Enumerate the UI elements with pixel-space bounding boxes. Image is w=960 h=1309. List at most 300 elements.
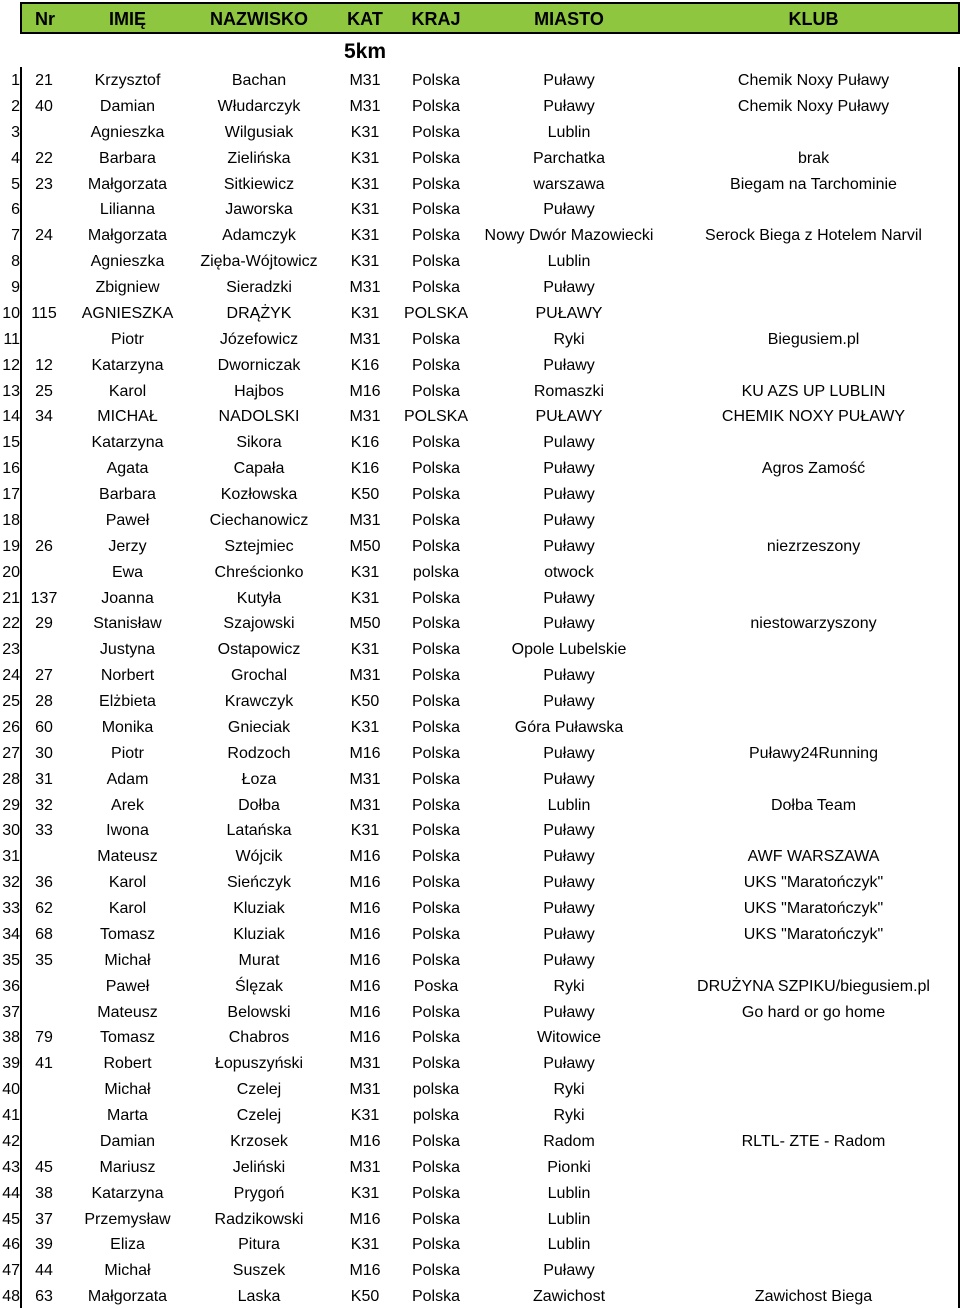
cell-nazwisko: Gnieciak (227, 718, 291, 736)
cell-nazwisko: Józefowicz (219, 330, 299, 348)
cell-nr: 37 (35, 1210, 53, 1228)
table-row (0, 1076, 960, 1102)
cell-klub (667, 559, 960, 585)
cell-kat: K31 (350, 123, 380, 141)
table-row (0, 921, 960, 947)
cell-klub: DRUŻYNA SZPIKU/biegusiem.pl (697, 977, 930, 995)
cell-nr (22, 1128, 66, 1154)
cell-kraj: Polska (411, 511, 461, 529)
cell-imie: Damian (99, 97, 156, 115)
cell-nr: 137 (30, 589, 58, 607)
cell-nazwisko: Sitkiewicz (223, 175, 295, 193)
cell-lp: 28 (2, 770, 20, 788)
cell-imie: Paweł (105, 977, 150, 995)
table-row (0, 1154, 960, 1180)
cell-kat: K16 (350, 356, 380, 374)
cell-klub (667, 274, 960, 300)
cell-imie: Krzysztof (94, 72, 161, 89)
cell-nazwisko: Laska (237, 1288, 281, 1306)
cell-kraj: Polska (411, 253, 461, 271)
cell-imie: Przemysław (84, 1210, 171, 1228)
cell-klub: AWF WARSZAWA (747, 848, 880, 866)
cell-kat: K31 (350, 718, 380, 736)
cell-nr (22, 843, 66, 869)
cell-kat: K31 (350, 227, 380, 245)
table-row (0, 714, 960, 740)
cell-lp: 29 (2, 796, 20, 814)
cell-imie: Katarzyna (91, 1184, 164, 1202)
table-header (20, 2, 960, 34)
cell-nazwisko: Sieradzki (226, 279, 292, 296)
cell-imie: Ewa (111, 563, 144, 581)
cell-nazwisko: Ostapowicz (217, 641, 301, 659)
cell-miasto: Lublin (547, 253, 591, 271)
cell-klub (667, 947, 960, 973)
cell-nr: 41 (35, 1055, 53, 1073)
cell-kraj: Polska (411, 382, 461, 400)
cell-kat: M16 (349, 1262, 381, 1280)
cell-nazwisko: Bachan (231, 72, 287, 89)
cell-nazwisko: Ciechanowicz (209, 511, 309, 529)
cell-imie: AGNIESZKA (81, 304, 174, 322)
cell-miasto: Puławy (543, 667, 595, 685)
cell-kat: M31 (349, 408, 381, 426)
cell-miasto: Puławy (543, 201, 595, 219)
cell-lp: 43 (2, 1158, 20, 1176)
cell-kraj: POLSKA (403, 408, 469, 426)
cell-kraj: Polska (411, 1262, 461, 1280)
cell-nazwisko: Grochal (230, 667, 288, 685)
cell-imie: Zbigniew (95, 279, 160, 296)
table-row (0, 274, 960, 300)
cell-lp: 45 (2, 1210, 20, 1228)
cell-klub: Agros Zamość (761, 460, 866, 478)
cell-imie: Paweł (105, 511, 150, 529)
cell-kraj: Poska (413, 977, 459, 995)
cell-nazwisko: Suszek (232, 1262, 286, 1280)
cell-nr: 35 (35, 951, 53, 969)
cell-imie: Katarzyna (91, 434, 164, 452)
cell-kat: M31 (349, 72, 381, 89)
cell-nr: 63 (35, 1288, 53, 1306)
cell-lp: 5 (11, 175, 20, 193)
cell-klub (667, 585, 960, 611)
table-row (0, 1231, 960, 1257)
cell-lp: 18 (2, 511, 20, 529)
table-row (0, 507, 960, 533)
cell-kat: M31 (349, 279, 381, 296)
cell-klub (667, 766, 960, 792)
cell-klub: Zawichost Biega (754, 1288, 873, 1306)
cell-nazwisko: Rodzoch (227, 744, 291, 762)
cell-miasto: Puławy (543, 1003, 595, 1021)
cell-miasto: Puławy (543, 925, 595, 943)
cell-miasto: Puławy (543, 1055, 595, 1073)
table-row (0, 973, 960, 999)
table-row (0, 222, 960, 248)
header-kraj: KRAJ (411, 9, 461, 29)
cell-miasto: warszawa (533, 175, 605, 193)
cell-miasto: Puławy (543, 615, 595, 633)
cell-nazwisko: Dworniczak (217, 356, 301, 374)
cell-nr: 12 (35, 356, 53, 374)
cell-imie: Arek (111, 796, 144, 814)
cell-imie: Lilianna (99, 201, 156, 219)
cell-nr: 45 (35, 1158, 53, 1176)
cell-kraj: Polska (411, 822, 461, 840)
cell-kat: K31 (350, 304, 380, 322)
cell-miasto: Puławy (543, 693, 595, 710)
cell-nazwisko: Wilgusiak (224, 123, 294, 141)
cell-lp: 13 (2, 382, 20, 400)
cell-kraj: Polska (411, 227, 461, 245)
cell-kraj: Polska (411, 1210, 461, 1228)
cell-nazwisko: Sztejmiec (224, 537, 294, 555)
cell-miasto: Puławy (543, 770, 595, 788)
cell-kat: M16 (349, 744, 381, 762)
cell-klub: Chemik Noxy Puławy (737, 72, 890, 89)
cell-imie: Tomasz (99, 1029, 156, 1047)
cell-kraj: POLSKA (403, 304, 469, 322)
cell-klub (667, 1180, 960, 1206)
table-row (0, 378, 960, 404)
cell-klub (667, 429, 960, 455)
table-row (0, 895, 960, 921)
cell-nr (22, 429, 66, 455)
cell-nr: 32 (35, 796, 53, 814)
cell-nazwisko: Chabros (228, 1029, 290, 1047)
cell-kat: K31 (350, 1184, 380, 1202)
table-row (0, 610, 960, 636)
cell-lp: 26 (2, 718, 20, 736)
cell-imie: Norbert (100, 667, 155, 685)
cell-miasto: Puławy (543, 1262, 595, 1280)
cell-nr: 25 (35, 382, 53, 400)
header-imie: IMIĘ (108, 9, 146, 29)
distance-title: 5km (343, 40, 387, 63)
cell-nazwisko: Jeliński (232, 1158, 286, 1176)
cell-klub (667, 1076, 960, 1102)
table-row (0, 999, 960, 1025)
cell-miasto: Ryki (553, 977, 585, 995)
cell-klub: Go hard or go home (741, 1003, 886, 1021)
cell-kat: K31 (350, 253, 380, 271)
cell-kraj: Polska (411, 848, 461, 866)
cell-klub (667, 196, 960, 222)
cell-nazwisko: Ślęzak (234, 977, 284, 995)
table-row (0, 171, 960, 197)
cell-lp: 35 (2, 951, 20, 969)
cell-miasto: Puławy (543, 97, 595, 115)
cell-nazwisko: Zięba-Wójtowicz (200, 253, 318, 271)
cell-lp: 48 (2, 1288, 20, 1306)
cell-kraj: polska (412, 1107, 460, 1124)
cell-nr (22, 507, 66, 533)
cell-lp: 41 (2, 1107, 20, 1124)
cell-lp: 4 (11, 149, 20, 167)
cell-miasto: Puławy (543, 951, 595, 969)
cell-klub: Serock Biega z Hotelem Narvil (705, 227, 922, 245)
cell-lp: 11 (3, 330, 20, 348)
cell-kraj: polska (412, 1081, 460, 1099)
table-row (0, 1128, 960, 1154)
cell-lp: 23 (2, 641, 20, 659)
cell-nazwisko: Capała (233, 460, 285, 478)
cell-kat: M31 (349, 330, 381, 348)
cell-nazwisko: Czelej (236, 1107, 282, 1124)
cell-klub (667, 248, 960, 274)
cell-kat: K31 (350, 175, 380, 193)
cell-lp: 44 (2, 1184, 20, 1202)
cell-lp: 36 (2, 977, 20, 995)
cell-kraj: Polska (411, 123, 461, 141)
cell-kat: M16 (349, 1132, 381, 1150)
table-row (0, 533, 960, 559)
cell-miasto: Witowice (536, 1029, 601, 1047)
cell-nazwisko: Kozłowska (220, 486, 298, 503)
cell-imie: Justyna (99, 641, 156, 659)
table-row (0, 662, 960, 688)
cell-kraj: Polska (411, 486, 461, 503)
cell-nazwisko: Włudarczyk (217, 97, 301, 115)
results-table (0, 67, 960, 1309)
cell-nazwisko: Kutyła (236, 589, 282, 607)
header-kat: KAT (347, 9, 383, 29)
header-nr: Nr (34, 9, 55, 29)
cell-klub: CHEMIK NOXY PUŁAWY (721, 408, 906, 426)
cell-lp: 15 (2, 434, 20, 452)
cell-nr: 21 (35, 72, 53, 89)
cell-imie: Piotr (111, 330, 144, 348)
cell-imie: Mateusz (97, 1003, 158, 1021)
table-row (0, 455, 960, 481)
table-row (0, 1024, 960, 1050)
cell-klub (667, 1024, 960, 1050)
cell-nr: 68 (35, 925, 53, 943)
cell-imie: Karol (108, 874, 147, 892)
cell-nr (22, 559, 66, 585)
cell-imie: Iwona (106, 822, 149, 840)
table-row (0, 119, 960, 145)
cell-kraj: Polska (411, 537, 461, 555)
cell-miasto: Puławy (543, 589, 595, 607)
cell-nr (22, 119, 66, 145)
cell-lp: 20 (2, 563, 20, 581)
cell-nr: 36 (35, 874, 53, 892)
cell-kraj: Polska (411, 796, 461, 814)
cell-miasto: Puławy (543, 486, 595, 503)
cell-kat: M16 (349, 951, 381, 969)
cell-lp: 39 (2, 1055, 20, 1073)
cell-kraj: Polska (411, 693, 461, 710)
table-row (0, 1257, 960, 1283)
cell-kraj: Polska (411, 1236, 461, 1254)
cell-nazwisko: Murat (238, 951, 280, 969)
cell-kat: M50 (349, 615, 381, 633)
cell-kraj: Polska (411, 1029, 461, 1047)
table-row (0, 947, 960, 973)
cell-kat: M16 (349, 382, 381, 400)
cell-klub: brak (797, 149, 830, 167)
cell-imie: Damian (99, 1132, 156, 1150)
cell-miasto: Góra Puławska (514, 718, 624, 736)
cell-nr (22, 481, 66, 507)
cell-nazwisko: Zielińska (227, 149, 291, 167)
cell-nr: 28 (35, 693, 53, 710)
cell-klub: niestowarzyszony (750, 615, 877, 633)
table-row (0, 1050, 960, 1076)
cell-kat: M16 (349, 848, 381, 866)
cell-lp: 10 (2, 304, 20, 322)
cell-kat: K31 (350, 1236, 380, 1254)
cell-nr (22, 999, 66, 1025)
cell-imie: Agnieszka (90, 253, 165, 271)
cell-klub: niezrzeszony (766, 537, 861, 555)
cell-nr: 39 (35, 1236, 53, 1254)
cell-miasto: otwock (544, 563, 594, 581)
cell-miasto: Lublin (547, 1210, 591, 1228)
cell-kraj: Polska (411, 770, 461, 788)
cell-nazwisko: Kluziak (233, 900, 285, 917)
table-row (0, 429, 960, 455)
cell-kraj: Polska (411, 356, 461, 374)
cell-kat: M31 (349, 1158, 381, 1176)
cell-nr (22, 1102, 66, 1128)
header-nazwisko: NAZWISKO (210, 9, 308, 29)
cell-lp: 12 (2, 356, 20, 374)
cell-nr: 38 (35, 1184, 53, 1202)
cell-nr: 27 (35, 667, 53, 685)
cell-kraj: Polska (411, 874, 461, 892)
cell-miasto: Ryki (553, 1081, 585, 1099)
cell-nr: 29 (35, 615, 53, 633)
table-row (0, 869, 960, 895)
cell-klub (667, 300, 960, 326)
cell-nazwisko: Belowski (227, 1003, 291, 1021)
cell-klub (667, 714, 960, 740)
cell-miasto: Ryki (553, 1107, 585, 1124)
cell-klub: Biegusiem.pl (767, 330, 860, 348)
cell-miasto: Puławy (543, 822, 595, 840)
cell-lp: 7 (11, 227, 20, 245)
cell-nr: 62 (35, 900, 53, 917)
cell-kraj: Polska (411, 925, 461, 943)
cell-kraj: Polska (411, 1184, 461, 1202)
table-row (0, 403, 960, 429)
table-row (0, 1102, 960, 1128)
cell-nazwisko: Latańska (226, 822, 292, 840)
header-klub: KLUB (788, 9, 839, 29)
cell-miasto: Puławy (543, 460, 595, 478)
cell-lp: 40 (2, 1081, 20, 1099)
cell-kraj: Polska (411, 434, 461, 452)
cell-lp: 21 (2, 589, 20, 607)
cell-lp: 25 (2, 693, 20, 710)
cell-klub: UKS "Maratończyk" (743, 925, 884, 943)
cell-kat: K31 (350, 201, 380, 219)
cell-nazwisko: Kluziak (233, 925, 285, 943)
cell-imie: Agata (106, 460, 149, 478)
cell-nr: 23 (35, 175, 53, 193)
cell-nazwisko: Hajbos (234, 382, 284, 400)
cell-miasto: Parchatka (532, 149, 606, 167)
cell-miasto: Pionki (547, 1158, 591, 1176)
cell-klub (667, 1050, 960, 1076)
table-row (0, 817, 960, 843)
cell-miasto: Opole Lubelskie (511, 641, 627, 659)
cell-kat: K50 (350, 693, 380, 710)
cell-miasto: Lublin (547, 123, 591, 141)
cell-miasto: Puławy (543, 356, 595, 374)
cell-kat: M16 (349, 874, 381, 892)
cell-miasto: Zawichost (532, 1288, 606, 1306)
cell-kraj: Polska (411, 900, 461, 917)
cell-miasto: PUŁAWY (535, 408, 603, 426)
cell-lp: 3 (11, 123, 20, 141)
cell-miasto: Lublin (547, 1184, 591, 1202)
cell-imie: Barbara (99, 149, 156, 167)
cell-kat: M16 (349, 1029, 381, 1047)
cell-lp: 46 (2, 1236, 20, 1254)
cell-kraj: Polska (411, 951, 461, 969)
cell-kat: K31 (350, 641, 380, 659)
cell-lp: 16 (2, 460, 20, 478)
cell-kraj: Polska (411, 1132, 461, 1150)
cell-nr (22, 973, 66, 999)
cell-nazwisko: DRĄŻYK (226, 304, 292, 322)
cell-nr (22, 326, 66, 352)
cell-imie: Małgorzata (87, 175, 168, 193)
cell-nazwisko: Pitura (238, 1236, 280, 1254)
cell-nazwisko: Radzikowski (214, 1210, 304, 1228)
cell-miasto: Puławy (543, 744, 595, 762)
cell-kraj: Polska (411, 460, 461, 478)
cell-nr: 79 (35, 1029, 53, 1047)
cell-imie: Karol (108, 382, 147, 400)
cell-kraj: Polska (411, 72, 461, 89)
cell-kraj: Polska (411, 744, 461, 762)
cell-nr (22, 455, 66, 481)
cell-lp: 42 (2, 1132, 20, 1150)
cell-nr (22, 248, 66, 274)
cell-klub (667, 481, 960, 507)
cell-kat: M31 (349, 1081, 381, 1099)
cell-kraj: Polska (411, 718, 461, 736)
cell-kraj: Polska (411, 1003, 461, 1021)
cell-imie: Michał (104, 1081, 151, 1099)
cell-lp: 8 (11, 253, 20, 271)
table-row (0, 300, 960, 326)
table-row (0, 688, 960, 714)
table-row (0, 585, 960, 611)
cell-lp: 2 (11, 97, 20, 115)
cell-lp: 31 (2, 848, 20, 866)
cell-klub: KU AZS UP LUBLIN (741, 382, 886, 400)
cell-imie: Marta (107, 1107, 148, 1124)
cell-lp: 6 (11, 201, 20, 219)
cell-nazwisko: Chreścionko (214, 563, 304, 581)
cell-imie: Karol (108, 900, 147, 917)
cell-nazwisko: Krzosek (230, 1132, 288, 1150)
table-row (0, 1283, 960, 1309)
cell-kraj: Polska (411, 641, 461, 659)
cell-imie: Małgorzata (87, 227, 168, 245)
table-row (0, 352, 960, 378)
cell-lp: 22 (2, 615, 20, 633)
cell-miasto: Puławy (543, 848, 595, 866)
cell-imie: Barbara (99, 486, 156, 503)
cell-kraj: Polska (411, 175, 461, 193)
